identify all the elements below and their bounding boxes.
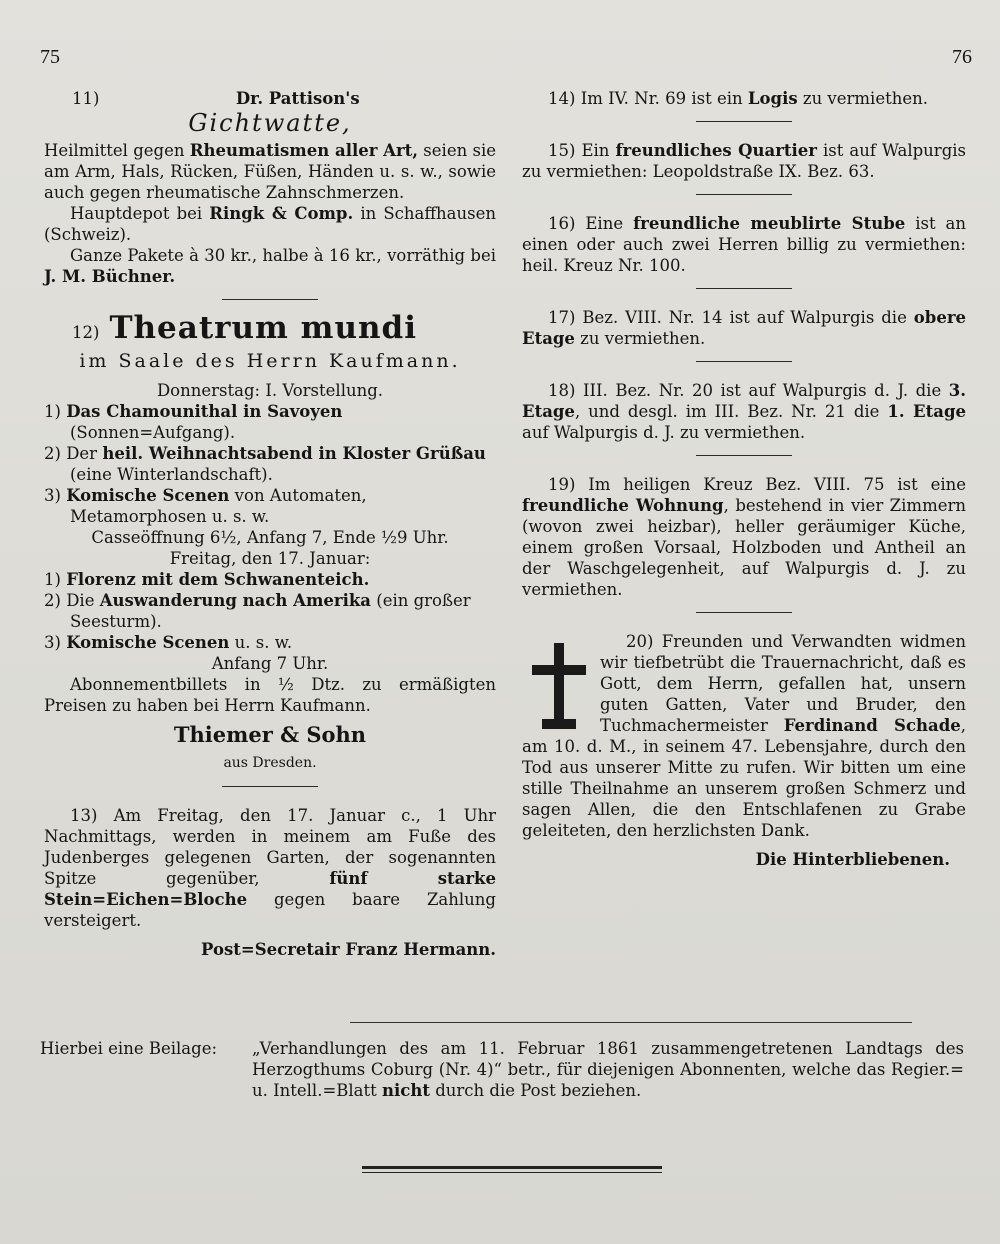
ad-text: aus Dresden. <box>223 755 317 771</box>
right-column <box>522 88 966 870</box>
ad-text: seien sie am Arm, Hals, Rücken, Füßen, Händen u. s. w., sowie auch gegen rheumatische Zahnschmerzen. <box>44 141 496 202</box>
ad-author: Dr. Pattison's <box>235 89 360 108</box>
ad-16 <box>522 213 966 276</box>
ad-text: Ganze Pakete à 30 kr., halbe à 16 kr., vorräthig bei <box>70 246 496 265</box>
ad-highlight: obere Etage <box>522 308 967 348</box>
ad-highlight: fünf starke Stein=Eichen=Bloche <box>44 869 496 909</box>
ad-text: (Sonnen=Aufgang). <box>70 423 236 442</box>
ad-number: 20) <box>626 632 654 651</box>
ad-signature: Die Hinterbliebenen. <box>755 850 950 869</box>
cross-icon <box>526 641 592 733</box>
ad-text: ist an einen oder auch zwei Herren billig zu vermiethen: heil. Kreuz Nr. 100. <box>522 214 966 275</box>
ad-highlight: Komische Scenen <box>66 486 230 505</box>
ad-text: 1) <box>44 570 61 589</box>
divider <box>696 455 792 456</box>
ad-text: (ein großer Seesturm). <box>70 591 471 631</box>
ad-text: zu vermiethen. <box>797 89 928 108</box>
ad-text: III. Bez. Nr. 20 ist auf Walpurgis d. J. die <box>582 381 949 400</box>
ad-text: Im IV. Nr. 69 ist ein <box>580 89 748 108</box>
left-column <box>44 88 496 960</box>
ad-text: 3) <box>44 633 61 652</box>
divider <box>222 299 318 300</box>
ad-number: 19) <box>548 475 576 494</box>
ad-number: 14) <box>548 89 576 108</box>
ad-text: 1) <box>44 402 61 421</box>
divider <box>696 361 792 362</box>
divider <box>696 194 792 195</box>
ad-text: auf Walpurgis d. J. zu vermiethen. <box>522 423 806 442</box>
ad-number: 16) <box>548 214 576 233</box>
divider <box>222 786 318 787</box>
ad-highlight: J. M. Büchner. <box>44 267 176 286</box>
ad-19 <box>522 474 966 600</box>
page-number-right: 76 <box>952 46 972 68</box>
ad-text: gegen baare Zahlung versteigert. <box>44 890 496 930</box>
ad-text: u. s. w. <box>229 633 293 652</box>
ad-14 <box>522 88 966 109</box>
ad-text: Casseöffnung 6½, Anfang 7, Ende ½9 Uhr. <box>91 528 449 547</box>
ad-highlight: Auswanderung nach Amerika <box>99 591 372 610</box>
end-rule-thin <box>362 1172 662 1173</box>
ad-highlight: Rheumatismen aller Art, <box>189 141 419 160</box>
ad-text: , bestehend in vier Zimmern (wovon zwei heizbar), heller geräumiger Küche, einem großen Vorsaal, Holzboden und Antheil an der Waschgelegenheit, auf Walpurgis d. J. zu vermiethen. <box>522 496 966 599</box>
ad-text: 3) <box>44 486 61 505</box>
ad-text: durch die Post beziehen. <box>429 1081 642 1100</box>
ad-text: zu vermiethen. <box>574 329 706 348</box>
divider <box>696 612 792 613</box>
footer-supplement-notice <box>40 1038 970 1101</box>
ad-text: Im heiligen Kreuz Bez. VIII. 75 ist eine <box>588 475 966 494</box>
ad-text: , und desgl. im III. Bez. Nr. 21 die <box>574 402 888 421</box>
ad-highlight: Das Chamounithal in Savoyen <box>66 402 343 421</box>
ad-highlight: nicht <box>382 1081 430 1100</box>
ad-text: Bez. VIII. Nr. 14 ist auf Walpurgis die <box>582 308 914 327</box>
ad-highlight: Ringk & Comp. <box>209 204 354 223</box>
ad-17 <box>522 307 966 349</box>
ad-highlight: 1. Etage <box>887 402 966 421</box>
ad-15 <box>522 140 966 182</box>
ad-text: Freunden und Verwandten widmen wir tiefbetrübt die Trauernachricht, daß es Gott, dem Herrn, gefallen hat, unsern guten Gatten, Vater und Bruder, den Tuchmachermeister <box>600 632 966 735</box>
ad-text: Hauptdepot bei <box>70 204 210 223</box>
divider <box>696 121 792 122</box>
ad-highlight: freundliche Wohnung <box>522 496 724 515</box>
ad-text: Der <box>66 444 103 463</box>
ad-20 <box>522 631 966 870</box>
ad-text: „Verhandlungen des am 11. Februar 1861 zusammengetretenen Landtags des Herzogthums Coburg (Nr. 4)“ betr., für diejenigen Abonnenten, welche das Regier.= u. Intell.=Blatt <box>252 1039 964 1100</box>
ad-highlight: Komische Scenen <box>66 633 230 652</box>
ad-highlight: Logis <box>747 89 798 108</box>
ad-highlight: Florenz mit dem Schwanenteich. <box>66 570 370 589</box>
divider <box>696 288 792 289</box>
ad-date: Freitag, den 17. Januar: <box>169 549 371 568</box>
ad-text: Eine <box>585 214 634 233</box>
ad-subtitle: im Saale des Herrn Kaufmann. <box>79 350 461 372</box>
ad-text: Am Freitag, den 17. Januar c., 1 Uhr Nachmittags, werden in meinem am Fuße des Judenberges gelegenen Garten, der sogenannten Spitze gegenüber, <box>44 806 496 888</box>
ad-text: in Schaffhausen (Schweiz). <box>44 204 496 244</box>
ad-11 <box>44 88 496 287</box>
ad-number: 18) <box>548 381 576 400</box>
ad-title: Gichtwatte, <box>188 109 352 137</box>
ad-text: ist auf Walpurgis zu vermiethen: Leopoldstraße IX. Bez. 63. <box>522 141 967 181</box>
page-number-left: 75 <box>40 46 60 68</box>
end-rule-thick <box>362 1166 662 1169</box>
ad-text: , am 10. d. M., in seinem 47. Lebensjahre, durch den Tod aus unserer Mitte zu rufen. Wir bitten um eine stille Theilnahme an unserem großen Schmerz und sagen Allen, die den Entschlafenen zu Grabe geleiteten, den herzlichsten Dank. <box>522 716 966 840</box>
ad-highlight: 3. Etage <box>522 381 966 421</box>
ad-number: 15) <box>548 141 576 160</box>
divider <box>350 1022 912 1023</box>
ad-number: 12) <box>72 323 100 342</box>
ad-number: 11) <box>72 89 100 108</box>
ad-text: 2) <box>44 444 61 463</box>
ad-text: Die <box>66 591 100 610</box>
ad-highlight: Ferdinand Schade <box>783 716 961 735</box>
ad-highlight: heil. Weihnachtsabend in Kloster Grüßau <box>102 444 486 463</box>
ad-text: Ein <box>581 141 616 160</box>
ad-title: Theatrum mundi <box>109 310 417 346</box>
ad-signature: Thiemer & Sohn <box>173 722 367 747</box>
ad-highlight: freundliches Quartier <box>615 141 817 160</box>
ad-13 <box>44 805 496 960</box>
ad-text: (eine Winterlandschaft). <box>70 465 273 484</box>
ad-12 <box>44 310 496 774</box>
ad-text: von Automaten, Metamorphosen u. s. w. <box>70 486 367 526</box>
ad-highlight: freundliche meublirte Stube <box>633 214 906 233</box>
ad-text: Abonnementbillets in ½ Dtz. zu ermäßigten Preisen zu haben bei Herrn Kaufmann. <box>44 675 496 715</box>
ad-text: 2) <box>44 591 61 610</box>
ad-text: Heilmittel gegen <box>44 141 190 160</box>
footer-label: Hierbei eine Beilage: <box>40 1039 218 1058</box>
ad-text: Anfang 7 Uhr. <box>211 654 329 673</box>
ad-number: 17) <box>548 308 576 327</box>
ad-signature: Post=Secretair Franz Hermann. <box>201 940 496 959</box>
ad-number: 13) <box>70 806 98 825</box>
footer-text <box>252 1038 964 1101</box>
ad-date: Donnerstag: I. Vorstellung. <box>156 381 384 400</box>
ad-18 <box>522 380 966 443</box>
